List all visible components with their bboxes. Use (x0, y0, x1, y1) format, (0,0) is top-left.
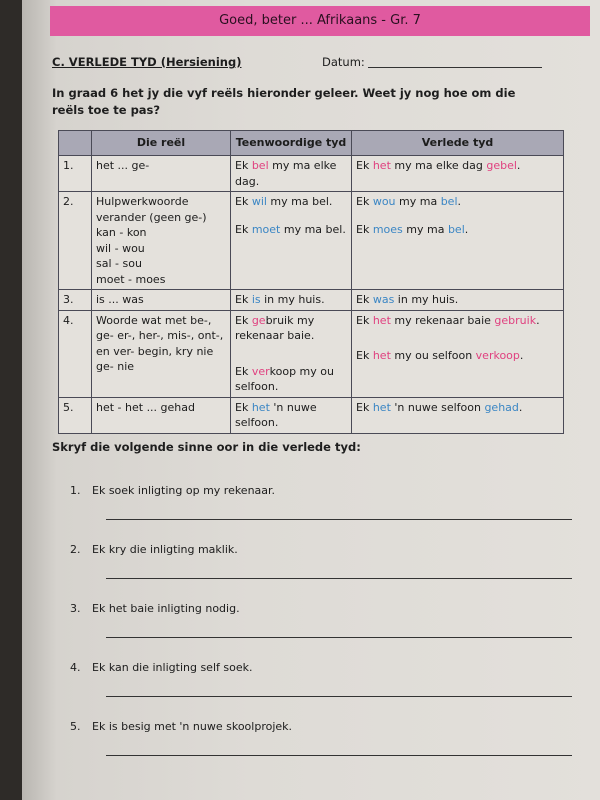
sentence-text: Ek (235, 293, 252, 306)
table-row (59, 310, 564, 397)
rule-description: het - het ... gehad (92, 397, 231, 433)
highlighted-word: was (372, 293, 395, 306)
answer-line (106, 578, 572, 579)
exercise-number: 5. (70, 720, 81, 733)
sentence-text: Ek (356, 293, 373, 306)
datum-label: Datum: (322, 55, 365, 69)
highlighted-word: wil (251, 195, 267, 208)
sentence-text: Ek (235, 313, 252, 327)
rule-description: Woorde wat met be-, ge- er-, her-, mis-, ont-, en ver- begin, kry nie ge- nie (92, 310, 231, 397)
sentence-text: . (519, 349, 524, 362)
example-sentence (235, 400, 347, 431)
sentence-text: Ek (235, 364, 252, 378)
example-sentence (235, 292, 347, 308)
instruction-text: In graad 6 het jy die vyf reëls hieronder geleer. Weet jy nog hoe om die reëls toe te pas? (52, 86, 516, 117)
example-sentence (235, 313, 347, 344)
exercise-item (70, 720, 570, 780)
past-tense-cell (352, 310, 564, 397)
table-header-row (59, 131, 564, 156)
example-sentence (356, 292, 559, 308)
sentence-text: Ek (235, 400, 252, 414)
highlighted-word: bel (447, 222, 465, 236)
present-tense-cell (231, 290, 352, 311)
worksheet-page (22, 0, 600, 800)
answer-line (106, 696, 572, 697)
sentence-gap (235, 210, 347, 222)
sentence-text: . (518, 400, 523, 414)
example-sentence (235, 364, 347, 395)
example-sentence (356, 348, 559, 364)
sentence-text: . (464, 222, 469, 236)
highlighted-word: bel (440, 195, 458, 208)
highlighted-word: het (251, 400, 270, 414)
highlighted-word: gebel (486, 159, 517, 172)
rules-table (58, 130, 564, 434)
rule-number: 5. (59, 397, 92, 433)
rule-description: Hulpwerkwoorde verander (geen ge-) kan - kon wil - wou sal - sou moet - moes (92, 192, 231, 290)
sentence-text: Ek (356, 313, 373, 327)
sentence-text: . (516, 159, 521, 172)
rule-number: 3. (59, 290, 92, 311)
header-rule: Die reël (92, 131, 231, 156)
sentence-text: Ek (235, 195, 252, 208)
exercise-item (70, 543, 570, 603)
rule-number: 1. (59, 156, 92, 192)
highlighted-word: het (372, 159, 391, 172)
highlighted-word: ver (251, 364, 270, 378)
book-title-banner: Goed, beter ... Afrikaans - Gr. 7 (50, 6, 590, 36)
header-number (59, 131, 92, 156)
sentence-text: . (536, 313, 540, 327)
answer-line (106, 755, 572, 756)
example-sentence (356, 158, 559, 174)
highlighted-word: is (251, 293, 261, 306)
past-tense-cell (352, 156, 564, 192)
sentence-text: my ma (402, 222, 448, 236)
highlighted-word: bel (251, 159, 269, 172)
sentence-text: 'n nuwe selfoon. (235, 400, 317, 429)
highlighted-word: gehad (484, 400, 519, 414)
sentence-text: Ek (356, 195, 373, 208)
sentence-text: my ma elke dag (390, 159, 487, 172)
example-sentence (356, 194, 559, 210)
example-sentence (235, 194, 347, 210)
exercise-sentence: Ek is besig met 'n nuwe skoolprojek. (92, 720, 293, 733)
sentence-text: Ek (356, 400, 373, 414)
present-tense-cell (231, 156, 352, 192)
answer-line (106, 519, 572, 520)
rule-number: 2. (59, 192, 92, 290)
present-tense-cell (231, 310, 352, 397)
exercise-number: 2. (70, 543, 81, 556)
example-sentence (356, 400, 559, 416)
exercise-item (70, 484, 570, 544)
datum-answer-line (368, 67, 542, 68)
highlighted-word: verkoop (475, 349, 520, 362)
rule-description: het ... ge- (92, 156, 231, 192)
sentence-gap (356, 210, 559, 222)
highlighted-word: moes (372, 222, 403, 236)
sentence-text: Ek (356, 159, 373, 172)
present-tense-cell (231, 397, 352, 433)
section-title: C. VERLEDE TYD (Hersiening) (52, 55, 242, 69)
table-row (59, 290, 564, 311)
sentence-text: bruik my rekenaar baie. (235, 313, 315, 342)
sentence-text: my ma (395, 195, 441, 208)
table-row (59, 192, 564, 290)
exercise-instruction: Skryf die volgende sinne oor in die verlede tyd: (52, 440, 361, 454)
example-sentence (235, 158, 347, 189)
exercise-number: 3. (70, 602, 81, 615)
highlighted-word: het (372, 349, 391, 362)
header-past-tense: Verlede tyd (352, 131, 564, 156)
example-sentence (356, 313, 559, 329)
present-tense-cell (231, 192, 352, 290)
sentence-text: Ek (356, 349, 373, 362)
past-tense-cell (352, 397, 564, 433)
example-sentence (235, 222, 347, 238)
sentence-text: my ma bel. (266, 195, 333, 208)
sentence-text: . (457, 195, 462, 208)
rule-description: is ... was (92, 290, 231, 311)
sentence-text: my rekenaar baie (390, 313, 495, 327)
highlighted-word: het (372, 400, 391, 414)
exercise-number: 4. (70, 661, 81, 674)
example-sentence (356, 222, 559, 238)
sentence-text: Ek (235, 222, 252, 236)
table-row (59, 397, 564, 433)
highlighted-word: het (372, 313, 391, 327)
sentence-text: in my huis. (394, 293, 459, 306)
sentence-text: koop my ou selfoon. (235, 364, 334, 393)
sentence-text: Ek (356, 222, 373, 236)
sentence-text: in my huis. (260, 293, 325, 306)
highlighted-word: ge (251, 313, 266, 327)
header-present-tense: Teenwoordige tyd (231, 131, 352, 156)
exercise-sentence: Ek kry die inligting maklik. (92, 543, 238, 556)
highlighted-word: wou (372, 195, 396, 208)
sentence-text: my ma elke dag. (235, 159, 337, 188)
sentence-text: 'n nuwe selfoon (390, 400, 485, 414)
sentence-gap (235, 344, 347, 364)
section-heading-row (52, 55, 572, 73)
exercise-sentence: Ek kan die inligting self soek. (92, 661, 253, 674)
exercise-number: 1. (70, 484, 81, 497)
exercise-item (70, 661, 570, 721)
exercise-sentence: Ek soek inligting op my rekenaar. (92, 484, 276, 497)
sentence-text: my ma bel. (280, 222, 346, 236)
rule-number: 4. (59, 310, 92, 397)
exercise-item (70, 602, 570, 662)
table-row (59, 156, 564, 192)
exercise-sentence: Ek het baie inligting nodig. (92, 602, 240, 615)
past-tense-cell (352, 290, 564, 311)
sentence-text: Ek (235, 159, 252, 172)
past-tense-cell (352, 192, 564, 290)
answer-line (106, 637, 572, 638)
highlighted-word: gebruik (494, 313, 537, 327)
sentence-gap (356, 328, 559, 348)
highlighted-word: moet (251, 222, 281, 236)
sentence-text: my ou selfoon (390, 349, 476, 362)
